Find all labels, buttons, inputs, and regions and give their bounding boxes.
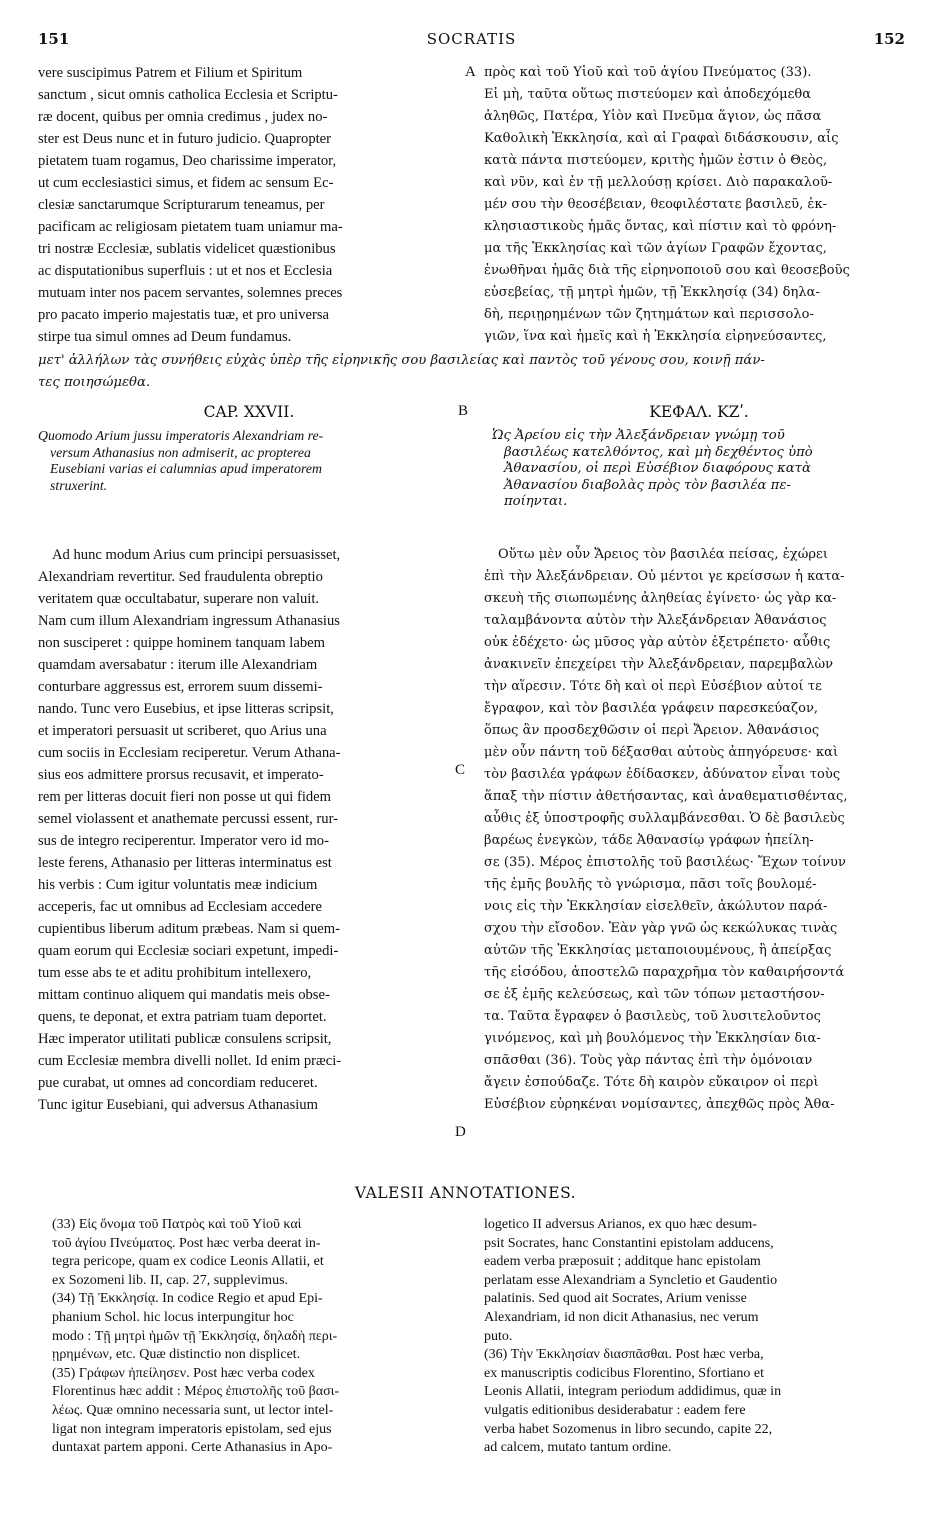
latin-text-line: leste ferens, Athanasio per litteras interminatus est [38, 855, 332, 871]
chapter-number-greek: ΚΕΦΑΛ. ΚΖʹ. [649, 403, 749, 421]
annotation-line: duntaxat partem apponi. Certe Athanasius in Apo- [52, 1440, 333, 1456]
greek-text-line: οὐκ ἐδέχετο· ὡς μῦσος γὰρ αὐτὸν ἐξετρέπετο· αὖθις [484, 635, 831, 650]
latin-text-line: Alexandriam revertitur. Sed fraudulenta obreptio [38, 569, 323, 585]
latin-text-line: tum esse abs te et aditu prohibitum intellexero, [38, 965, 312, 981]
annotation-line: Florentinus hæc addit : Μέρος ἐπιστολῆς τοῦ βασι- [52, 1384, 340, 1400]
greek-full-width-continuation [38, 350, 914, 394]
greek-text-line: τὴν αἵρεσιν. Τότε δὴ καὶ οἱ περὶ Εὐσέβιον αὐτοί τε [484, 679, 822, 694]
latin-text-line: sius eos admittere prorsus recusavit, et imperato- [38, 767, 324, 783]
greek-text-line: αὐτῶν τῆς Ἐκκλησίας μεταποιουμένους, ἢ ἀπείρξας [484, 943, 832, 958]
latin-text-line: pietatem tuam rogamus, Deo charissime imperator, [38, 153, 337, 169]
latin-text-line: mittam continuo aliquem qui mandatis meis obse- [38, 987, 330, 1003]
latin-text-line: quam eorum qui Ecclesiæ sociari expetunt, impedi- [38, 943, 339, 959]
greek-text-line: μὲν οὖν πάντη τοῦ δέξασθαι αὐτοὺς ἀπηγόρευσε· καὶ [484, 745, 839, 760]
annotation-line: ex manuscriptis codicibus Florentino, Sfortiano et [484, 1365, 764, 1381]
annotation-line: puto. [484, 1328, 513, 1344]
annotation-line: (33) Εἰς ὄνομα τοῦ Πατρὸς καὶ τοῦ Υἱοῦ καὶ [52, 1217, 302, 1232]
greek-text-line: ἀνακινεῖν ἐπεχείρει τὴν Ἀλεξάνδρειαν, παρεμβαλὼν [484, 657, 834, 672]
chapter-heading-greek [484, 403, 914, 421]
running-header [38, 30, 905, 52]
latin-text-line: cum sociis in Ecclesiam reciperetur. Verum Athana- [38, 745, 341, 761]
margin-marker-b: B [458, 403, 469, 419]
greek-text-line: Εὐσέβιον εὑρηκέναι νομίσαντες, ἀπεχθῶς πρὸς Ἀθα- [484, 1097, 835, 1112]
chapter-summary-line: versum Athanasius non admiserit, ac propterea [50, 444, 311, 460]
annotation-line: perlatam esse Alexandriam a Syncletio et Gaudentio [484, 1272, 778, 1288]
margin-marker-c: C [455, 762, 466, 778]
latin-text-line: Hæc imperator utilitati publicæ consulens scripsit, [38, 1031, 332, 1047]
annotation-line: (36) Τὴν Ἐκκλησίαν διασπᾶσθαι. Post hæc verba, [484, 1347, 764, 1363]
chapter-summary-line: Ἀθανασίου διαβολὰς πρὸς τὸν βασιλέα πε- [504, 477, 791, 493]
greek-text-line: τῆς ἐμῆς βουλῆς τὸ γνώρισμα, πᾶσι τοῖς βουλομέ- [484, 877, 817, 892]
annotation-line: eadem verba præposuit ; additque hanc epistolam [484, 1254, 761, 1270]
greek-text-line: σχου τὴν εἴσοδον. Ἐὰν γὰρ γνῶ ὡς κεκώλυκας τινὰς [484, 921, 838, 936]
latin-text-line: cum Ecclesiæ membra divelli nollet. Id enim præci- [38, 1053, 342, 1069]
annotation-line: psit Socrates, hanc Constantini epistolam adducens, [484, 1235, 774, 1251]
annotation-line: ex Sozomeni lib. II, cap. 27, supplevimus. [52, 1272, 289, 1288]
greek-text-line: ἀληθῶς, Πατέρα, Υἱὸν καὶ Πνεῦμα ἅγιον, ὡς πᾶσα [484, 109, 822, 124]
greek-text-line: τες ποιησώμεθα. [38, 375, 151, 390]
greek-text-line: πρὸς καὶ τοῦ Υἱοῦ καὶ τοῦ ἁγίου Πνεύματος (33). [484, 65, 812, 80]
greek-text-line: νοις εἰς τὴν Ἐκκλησίαν εἰσελθεῖν, ἀκώλυτον παρά- [484, 899, 828, 914]
notes-right-column [484, 1216, 914, 1458]
chapter-summary-line: βασιλέως κατελθόντος, καὶ μὴ δεχθέντος ὑπὸ [504, 444, 813, 460]
latin-text-line: sanctum , sicut omnis catholica Ecclesia et Scriptu- [38, 87, 338, 103]
annotation-line: (34) Τῇ Ἐκκλησίᾳ. In codice Regio et apud Epi- [52, 1291, 323, 1307]
annotations-title: VALESII ANNOTATIONES. [354, 1184, 577, 1202]
greek-text-line: ἑνωθῆναι ἡμᾶς διὰ τῆς εἰρηνοποιοῦ σου καὶ θεοσεβοῦς [484, 263, 850, 278]
greek-text-line: κλησιαστικοὺς ἡμᾶς ὄντας, καὶ πίστιν καὶ τὸ φρόνη- [484, 219, 837, 234]
greek-text-line: ἄγειν ἐσπούδαζε. Τότε δὴ καιρὸν εὔκαιρον οἱ περὶ [484, 1075, 819, 1090]
chapter-summary-latin [38, 428, 460, 494]
annotation-line: palatinis. Sed quod ait Socrates, Arium venisse [484, 1291, 747, 1307]
greek-text-line: σε (35). Μέρος ἐπιστολῆς τοῦ βασιλέως· Ἔχων τοίνυν [484, 855, 846, 870]
annotation-line: ad calcem, mutato tantum ordine. [484, 1440, 672, 1456]
latin-text-line: cupientibus liberum aditum præbeas. Nam si quem- [38, 921, 340, 937]
chapter-summary-line: Ὡς Ἀρείου εἰς τὴν Ἀλεξάνδρειαν γνώμῃ τοῦ [492, 428, 785, 443]
annotation-line: Leonis Allatii, integram periodum addidimus, quæ in [484, 1384, 782, 1400]
chapter-heading-latin [38, 403, 460, 421]
latin-text-line: his verbis : Cum igitur voluntatis meæ indicium [38, 877, 318, 893]
annotation-line: logetico II adversus Arianos, ex quo hæc desum- [484, 1217, 757, 1232]
greek-text-line: ἔγραφον, καὶ τὸν βασιλέα γράφειν παρεσκεύαζον, [484, 701, 819, 716]
greek-text-line: Καθολικὴ Ἐκκλησία, καὶ αἱ Γραφαὶ διδάσκουσιν, αἷς [484, 131, 839, 146]
latin-text-line: acceperis, fac ut omnibus ad Ecclesiam accedere [38, 899, 323, 915]
annotation-line: (35) Γράφων ἠπείλησεν. Post hæc verba codex [52, 1365, 315, 1381]
annotation-line: vulgatis editionibus desiderabatur : eadem fere [484, 1402, 746, 1418]
chapter-summary-line: ποίηνται. [504, 494, 568, 509]
annotation-line: tegra pericope, quam ex codice Leonis Allatii, et [52, 1254, 324, 1270]
margin-marker-a: A [465, 64, 476, 80]
latin-text-line: Nam cum illum Alexandriam ingressum Athanasius [38, 613, 340, 629]
greek-text-line: τῆς εἰσόδου, ἀποστελῶ παραχρῆμα τὸν καθαιρήσοντά [484, 965, 845, 980]
greek-column-top [484, 62, 914, 348]
greek-text-line: αὖθις ἐξ ὑποστροφῆς συλλαμβάνεσθαι. Ὁ δὲ βασιλεὺς [484, 811, 845, 826]
latin-text-line: ræ docent, quibus per omnia credimus , judex no- [38, 109, 328, 125]
greek-text-line: δὴ, περιῃρημένων τῶν ζητημάτων καὶ περισσολο- [484, 307, 814, 322]
greek-text-line: μα τῆς Ἐκκλησίας καὶ τῶν ἁγίων Γραφῶν ἔχοντας, [484, 241, 827, 256]
greek-text-line: Οὕτω μὲν οὖν Ἄρειος τὸν βασιλέα πείσας, ἐχώρει [498, 547, 828, 562]
latin-text-line: ut cum ecclesiastici simus, et fidem ac sensum Ec- [38, 175, 334, 191]
chapter-summary-greek [492, 428, 914, 511]
latin-text-line: rem per litteras docuit fieri non posse ut qui fidem [38, 789, 332, 805]
greek-text-line: ταλαμβάνοντα αὐτὸν τὴν Ἀλεξάνδρειαν Ἀθανάσιος [484, 613, 827, 628]
latin-text-line: conturbare aggressus est, errorem suum dissemi- [38, 679, 323, 695]
latin-text-line: stirpe tua simul omnes ad Deum fundamus. [38, 329, 292, 345]
annotation-line: λέως. Quæ omnino necessaria sunt, ut lector intel- [52, 1402, 334, 1418]
annotation-line: verba habet Sozomenus in libro secundo, capite 22, [484, 1421, 773, 1437]
latin-text-line: ster est Deus nunc et in futuro judicio. Quapropter [38, 131, 332, 147]
notes-left-column [52, 1216, 462, 1458]
latin-text-line: tri nostræ Ecclesiæ, sublatis videlicet quæstionibus [38, 241, 336, 257]
annotation-line: Alexandriam, id non dicit Athanasius, nec verum [484, 1309, 759, 1325]
greek-text-line: σπᾶσθαι (36). Τοὺς γὰρ πάντας ἐπὶ τὴν ὁμόνοιαν [484, 1053, 813, 1068]
greek-text-line: κατὰ πάντα πιστεύομεν, κριτὴς ἡμῶν ἐστιν ὁ Θεὸς, [484, 153, 828, 168]
latin-text-line: pro pacato imperio majestatis tuæ, et pro universa [38, 307, 329, 323]
greek-text-line: Εἰ μὴ, ταῦτα οὕτως πιστεύομεν καὶ ἀποδεχόμεθα [484, 87, 812, 102]
running-title: SOCRATIS [426, 30, 517, 48]
greek-text-line: ἐπὶ τὴν Ἀλεξάνδρειαν. Οὐ μέντοι γε κρείσσων ἡ κατα- [484, 569, 845, 584]
latin-text-line: pacificam ac religiosam pietatem tuam uniamur ma- [38, 219, 343, 235]
annotation-line: modo : Τῇ μητρὶ ἡμῶν τῇ Ἐκκλησίᾳ, δηλαδὴ περι- [52, 1328, 338, 1344]
latin-text-line: pue curabat, ut omnes ad concordiam reduceret. [38, 1075, 318, 1091]
greek-text-line: τὸν βασιλέα γράφων ἐδίδασκεν, ἀδύνατον εἶναι τοὺς [484, 767, 841, 782]
latin-text-line: ac disputationibus superfluis : ut et nos et Ecclesia [38, 263, 333, 279]
latin-text-line: quamdam aversabatur : iterum ille Alexandriam [38, 657, 318, 673]
greek-text-line: εὐσεβείας, τῇ μητρὶ ἡμῶν, τῇ Ἐκκλησίᾳ (34) δηλα- [484, 285, 820, 300]
greek-column-main [484, 544, 914, 1116]
greek-text-line: καὶ νῦν, καὶ ἐν τῇ μελλούσῃ κρίσει. Διὸ παρακαλοῦ- [484, 175, 833, 190]
margin-marker-d: D [455, 1124, 466, 1140]
latin-text-line: veritatem quæ occultabatur, superare non valuit. [38, 591, 320, 607]
latin-column-main [38, 544, 460, 1116]
greek-text-line: μέν σου τὴν θεοσέβειαν, θεοφιλέστατε βασιλεῦ, ἐκ- [484, 197, 828, 212]
latin-text-line: nando. Tunc vero Eusebius, et ipse litteras scripsit, [38, 701, 334, 717]
latin-text-line: Ad hunc modum Arius cum principi persuasisset, [52, 547, 341, 563]
greek-text-line: σκευὴ τῆς σιωπωμένης ἀληθείας ἐγίνετο· ὡς γὰρ κα- [484, 591, 837, 606]
chapter-number-latin: CAP. XXVII. [203, 403, 295, 421]
latin-text-line: mutuam inter nos pacem servantes, solemnes preces [38, 285, 343, 301]
annotation-line: phanium Schol. hic locus interpungitur hoc [52, 1309, 294, 1325]
latin-text-line: sus de integro reciperentur. Imperator vero id mo- [38, 833, 329, 849]
chapter-summary-line: Eusebiani varias ei calumnias apud imperatorem [50, 461, 322, 476]
greek-text-line: ὅπως ἂν προσδεχθῶσιν οἱ περὶ Ἄρειον. Ἀθανάσιος [484, 723, 820, 738]
chapter-summary-line: struxerint. [50, 477, 108, 493]
latin-text-line: et imperatori persuasit ut scriberet, quo Arius una [38, 723, 327, 739]
annotation-line: τοῦ ἁγίου Πνεύματος. Post hæc verba deerat in- [52, 1235, 321, 1251]
latin-text-line: clesiæ sanctarumque Scripturarum teneamus, per [38, 197, 325, 213]
chapter-summary-line: Quomodo Arium jussu imperatoris Alexandriam re- [38, 428, 324, 443]
annotation-line: ῃρημένων, etc. Quæ distinctio non displicet. [52, 1347, 301, 1363]
greek-text-line: γιῶν, ἵνα καὶ ἡμεῖς καὶ ἡ Ἐκκλησία εἰρηνεύσαντες, [484, 329, 827, 344]
greek-text-line: γινόμενος, καὶ μὴ βουλόμενος τὴν Ἐκκλησίαν δια- [484, 1031, 821, 1046]
page-number-right: 152 [873, 30, 905, 48]
latin-text-line: vere suscipimus Patrem et Filium et Spiritum [38, 65, 303, 81]
annotation-line: ligat non integram imperatoris epistolam, sed ejus [52, 1421, 332, 1437]
greek-text-line: μετ' ἀλλήλων τὰς συνήθεις εὐχὰς ὑπὲρ τῆς εἰρηνικῆς σου βασιλείας καὶ παντὸς τοῦ γένους σου, κοινῇ πάν- [38, 353, 765, 368]
chapter-summary-line: Ἀθανασίου, οἱ περὶ Εὐσέβιον διαφόρους κατὰ [504, 461, 811, 476]
latin-column-top [38, 62, 460, 348]
latin-text-line: quens, te deponat, et extra patriam tuam deportet. [38, 1009, 327, 1025]
latin-text-line: semel violassent et anathemate percussi essent, rur- [38, 811, 338, 827]
greek-text-line: βαρέως ἐνεγκὼν, τάδε Ἀθανασίῳ γράφων ἠπείλη- [484, 833, 814, 848]
latin-text-line: Tunc igitur Eusebiani, qui adversus Athanasium [38, 1097, 318, 1113]
greek-text-line: τα. Ταῦτα ἔγραφεν ὁ βασιλεὺς, τοῦ λυσιτελοῦντος [484, 1009, 821, 1024]
latin-text-line: non susciperet : quippe hominem tanquam labem [38, 635, 325, 651]
greek-text-line: σε ἐξ ἐμῆς κελεύσεως, καὶ τῶν τόπων μεταστήσον- [484, 987, 825, 1002]
page-number-left: 151 [38, 30, 70, 48]
greek-text-line: ἅπαξ τὴν πίστιν ἀθετήσαντας, καὶ ἀναθεματισθέντας, [484, 789, 848, 804]
